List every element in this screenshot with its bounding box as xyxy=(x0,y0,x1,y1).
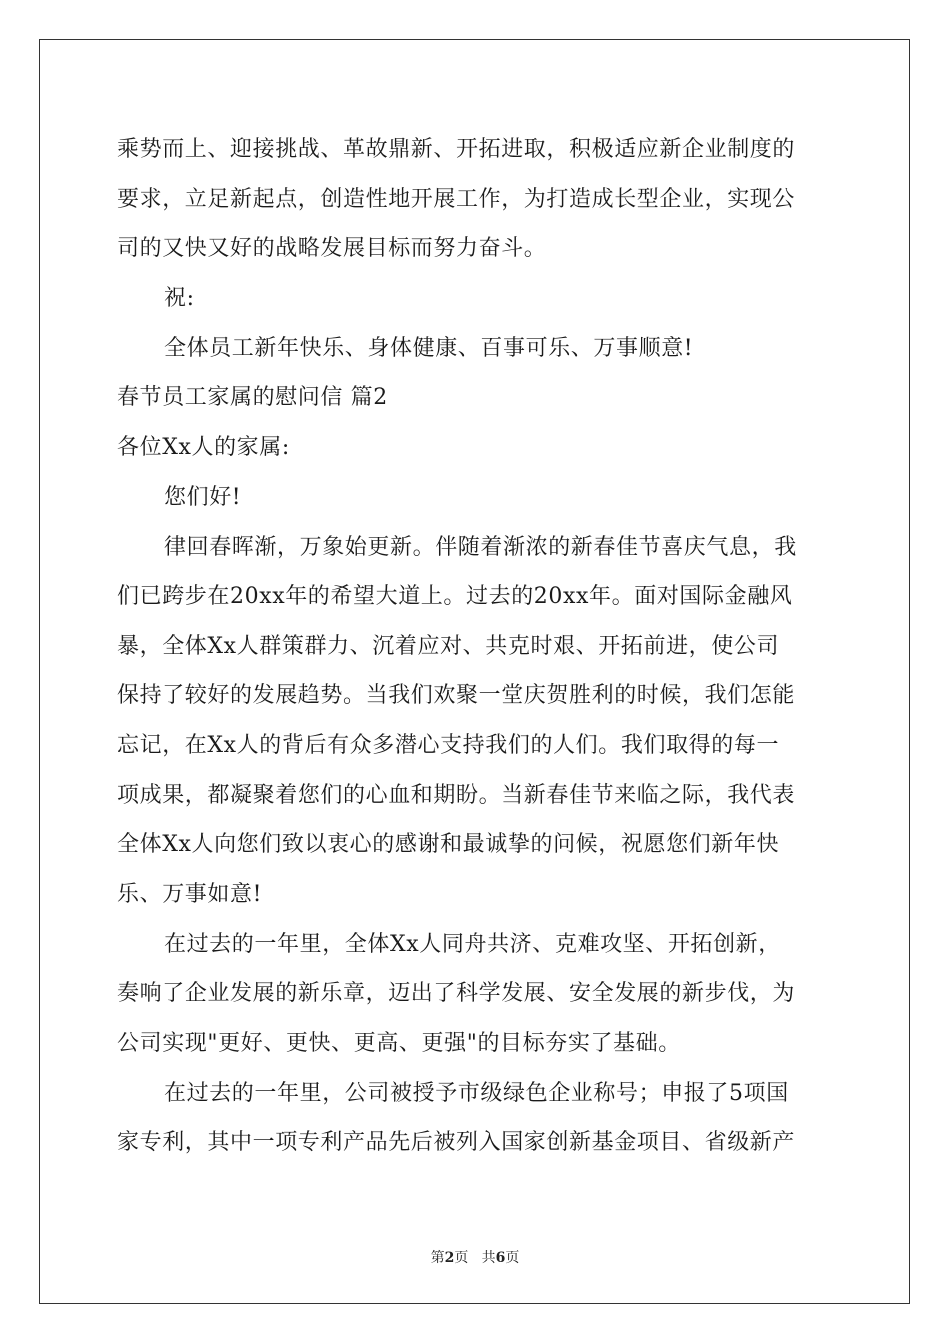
paragraph-line: 们已跨步在20xx年的希望大道上。过去的20xx年。面对国际金融风 xyxy=(117,584,793,609)
paragraph-line: 乐、万事如意! xyxy=(117,882,263,907)
paragraph-line: 全体员工新年快乐、身体健康、百事可乐、万事顺意! xyxy=(164,336,694,361)
greeting-addressee: 各位Xx人的家属: xyxy=(117,435,290,460)
paragraph-line: 在过去的一年里，全体Xx人同舟共济、克难攻坚、开拓创新， xyxy=(164,932,781,957)
paragraph-line: 要求，立足新起点，创造性地开展工作，为打造成长型企业，实现公 xyxy=(117,187,796,212)
total-label-suffix: 页 xyxy=(505,1250,520,1266)
paragraph-line: 家专利，其中一项专利产品先后被列入国家创新基金项目、省级新产 xyxy=(117,1130,796,1155)
page-border xyxy=(39,39,910,1304)
paragraph-line: 全体Xx人向您们致以衷心的感谢和最诚挚的问候，祝愿您们新年快 xyxy=(117,832,780,857)
paragraph-line: 保持了较好的发展趋势。当我们欢聚一堂庆贺胜利的时候，我们怎能 xyxy=(117,683,796,708)
paragraph-line: 奏响了企业发展的新乐章，迈出了科学发展、安全发展的新步伐，为 xyxy=(117,981,796,1006)
greeting-line: 您们好! xyxy=(164,485,242,510)
paragraph-line: 公司实现"更好、更快、更高、更强"的目标夯实了基础。 xyxy=(117,1031,681,1056)
page-footer xyxy=(0,1249,950,1267)
page-label-prefix: 第 xyxy=(430,1250,445,1266)
total-label-prefix: 共 xyxy=(481,1250,496,1266)
paragraph-line: 项成果，都凝聚着您们的心血和期盼。当新春佳节来临之际，我代表 xyxy=(117,783,796,808)
paragraph-line: 在过去的一年里，公司被授予市级绿色企业称号；申报了5项国 xyxy=(164,1081,789,1106)
page-number: 2 xyxy=(444,1250,455,1266)
paragraph-line: 乘势而上、迎接挑战、革故鼎新、开拓进取，积极适应新企业制度的 xyxy=(117,137,796,162)
paragraph-line: 司的又快又好的战略发展目标而努力奋斗。 xyxy=(117,236,547,261)
paragraph-line: 律回春晖渐，万象始更新。伴随着渐浓的新春佳节喜庆气息，我 xyxy=(164,535,797,560)
salutation-line: 祝: xyxy=(164,286,195,311)
page-label-suffix: 页 xyxy=(454,1250,469,1266)
total-pages: 6 xyxy=(495,1250,506,1266)
section-heading: 春节员工家属的慰问信 篇2 xyxy=(117,385,388,410)
paragraph-line: 忘记，在Xx人的背后有众多潜心支持我们的人们。我们取得的每一 xyxy=(117,733,780,758)
paragraph-line: 暴，全体Xx人群策群力、沉着应对、共克时艰、开拓前进，使公司 xyxy=(117,634,780,659)
